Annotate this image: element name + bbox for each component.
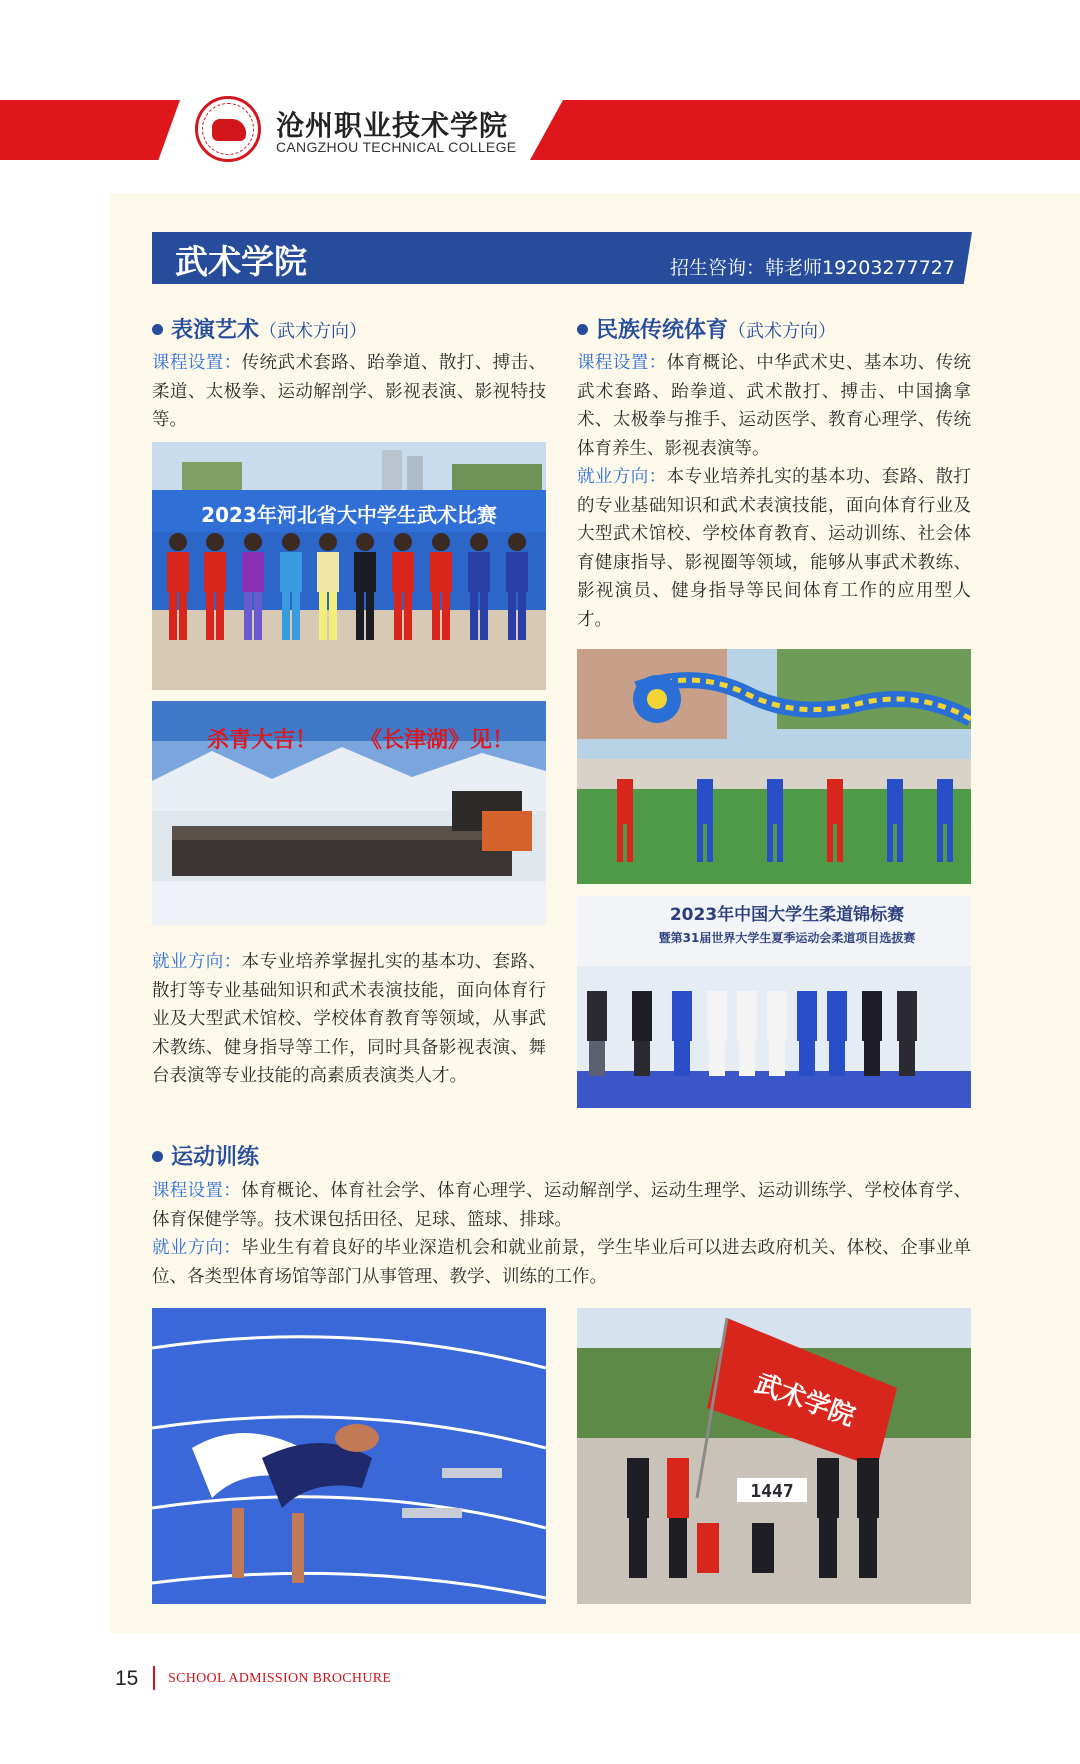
- bullet-icon: [152, 1151, 163, 1162]
- college-seal-logo: [195, 96, 261, 162]
- admission-consult: 招生咨询：韩老师19203277727: [670, 257, 955, 279]
- bullet-icon: [577, 324, 588, 335]
- page-number: 15: [115, 1667, 139, 1690]
- section-title-training: 运动训练: [152, 1140, 259, 1171]
- photo-dragon-dance: [577, 649, 971, 884]
- performing-career: 就业方向：本专业培养掌握扎实的基本功、套路、散打等专业基础知识和武术表演技能，面向体育行业及大型武术馆校、学校体育教育等领域，从事武术教练、健身指导等工作，同时具备影视表演、舞台表演等专业技能的高素质表演类人才。: [152, 952, 547, 1086]
- photo-team-flag: [577, 1308, 971, 1604]
- judo-banner-line2: 暨第31届世界大学生夏季运动会柔道项目选拔赛: [658, 931, 916, 945]
- section-title-traditional: 民族传统体育（武术方向）: [577, 313, 836, 344]
- header-red-band-left: [0, 100, 180, 160]
- traditional-course-career: 课程设置：体育概论、中华武术史、基本功、传统武术套路、跆拳道、武术散打、搏击、中国擒拿术、太极拳与推手、运动医学、教育心理学、传统体育养生、影视表演等。 就业方向：本专业培养扎实的基本功、套路、散打的专业基础知识和武术表演技能，面向体育行业及大型武术馆校、学校体育教育、运动训练、社会体育健康指导、影视圈等领域，能够从事武术教练、影视演员、健身指导等民间体育工作的应用型人才。: [577, 353, 972, 630]
- photo-sprint-start: [152, 1308, 546, 1604]
- film-banner-right: 《长津湖》见！: [359, 728, 515, 753]
- film-banner-left: 杀青大吉！: [206, 728, 318, 753]
- photo-wushu-competition: [152, 442, 546, 690]
- photo-film-wrap: [152, 701, 546, 925]
- page-title: 武术学院: [175, 242, 307, 281]
- bullet-icon: [152, 324, 163, 335]
- flag-text: 武术学院: [750, 1368, 859, 1433]
- school-name-cn: 沧州职业技术学院: [276, 109, 509, 142]
- judo-banner-line1: 2023年中国大学生柔道锦标赛: [669, 905, 905, 925]
- school-name-en: CANGZHOU TECHNICAL COLLEGE: [276, 139, 517, 155]
- header-red-band-right: [530, 100, 1080, 160]
- footer-brochure-label: SCHOOL ADMISSION BROCHURE: [168, 1671, 392, 1686]
- scoreboard-text: 1447: [750, 1481, 794, 1502]
- section-title-performing: 表演艺术（武术方向）: [152, 313, 367, 344]
- photo-judo-team: [577, 896, 971, 1108]
- performing-course: 课程设置：传统武术套路、跆拳道、散打、搏击、柔道、太极拳、运动解剖学、影视表演、影视特技等。: [152, 353, 547, 430]
- footer-separator: [153, 1666, 155, 1690]
- training-course-career: 课程设置：体育概论、体育社会学、体育心理学、运动解剖学、运动生理学、运动训练学、学校体育学、体育保健学等。技术课包括田径、足球、篮球、排球。 就业方向：毕业生有着良好的毕业深造机会和就业前景，学生毕业后可以进去政府机关、体校、企事业单位、各类型体育场馆等部门从事管理、教学、训练的工作。: [152, 1181, 972, 1287]
- competition-banner-text: 2023年河北省大中学生武术比赛: [201, 503, 497, 527]
